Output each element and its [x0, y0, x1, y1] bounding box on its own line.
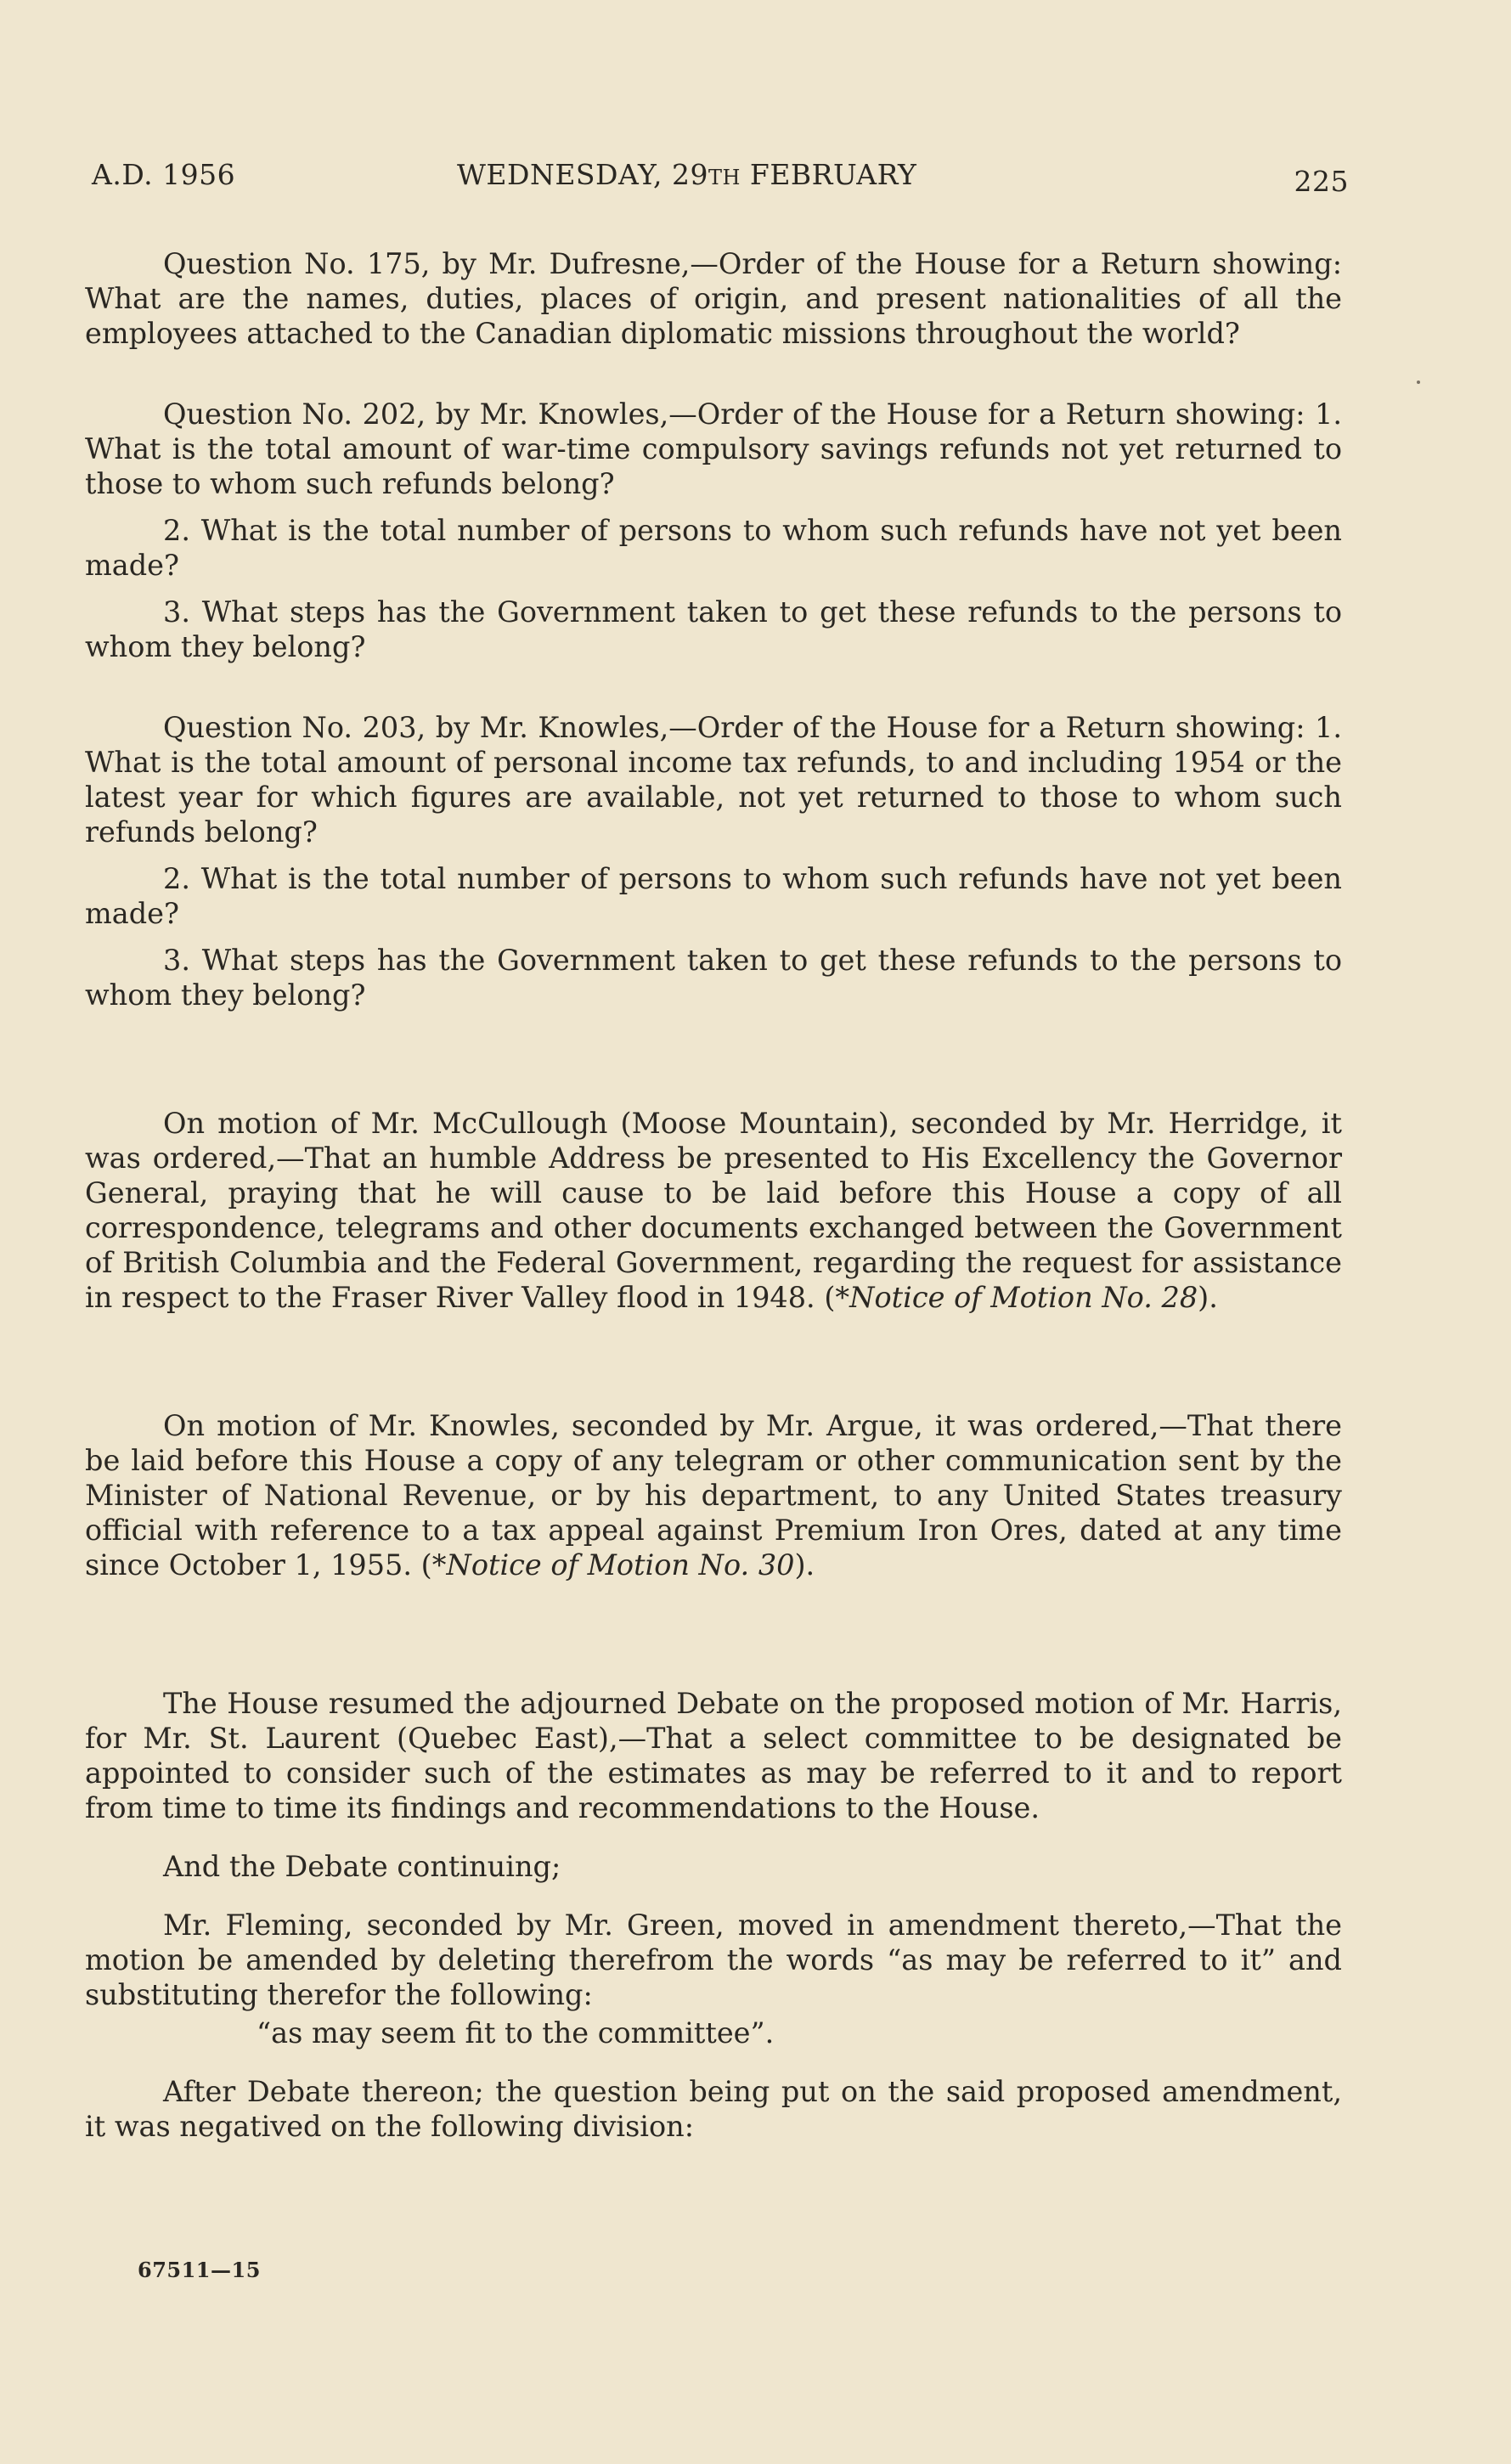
- header-date-suffix: TH: [708, 166, 741, 189]
- print-code: 67511—15: [138, 2258, 261, 2282]
- question-175-paragraph: Question No. 175, by Mr. Dufresne,—Order of the House for a Return showing: What are the names, duties, places of origin, and present nationalities of all the employees attached to the Canadian diplomatic missions throughout the world?: [85, 247, 1342, 350]
- page-header: [92, 158, 1349, 200]
- debate-continuing-paragraph: And the Debate continuing;: [163, 1850, 561, 1883]
- motion-knowles-paragraph: [85, 1408, 1342, 1582]
- header-date-month: FEBRUARY: [740, 158, 917, 191]
- motion-knowles-tail: ).: [794, 1548, 815, 1582]
- division-paragraph: After Debate thereon; the question being put on the said proposed amendment, it was negatived on the following division:: [85, 2075, 1342, 2143]
- page-body: [85, 246, 1342, 2144]
- question-203-paragraph: Question No. 203, by Mr. Knowles,—Order of the House for a Return showing: 1. What is the total amount of personal income tax refunds, to and including 1954 or the latest year for which figures are available, not yet returned to those to whom such refunds belong?: [85, 711, 1342, 849]
- header-date: [457, 158, 916, 191]
- amendment-paragraph: Mr. Fleming, seconded by Mr. Green, moved in amendment thereto,—That the motion be amended by deleting therefrom the words “as may be referred to it” and substituting therefor the following:: [85, 1909, 1342, 2011]
- amendment-quote: “as may seem fit to the committee”.: [257, 2016, 775, 2050]
- motion-mccullough-notice: *Notice of Motion No. 28: [835, 1281, 1198, 1314]
- header-date-prefix: WEDNESDAY, 29: [457, 158, 708, 191]
- motion-mccullough-tail: ).: [1198, 1281, 1218, 1314]
- motion-mccullough-paragraph: [85, 1106, 1342, 1315]
- debate-resumed-paragraph: The House resumed the adjourned Debate on the proposed motion of Mr. Harris, for Mr. St. Laurent (Quebec East),—That a select committee to be designated be appointed to consider such of the estimates as may be referred to it and to report from time to time its findings and recommendations to the House.: [85, 1687, 1342, 1824]
- header-year: A.D. 1956: [92, 158, 236, 191]
- paper-speck: [1417, 381, 1420, 384]
- question-203-item-3: 3. What steps has the Government taken to get these refunds to the persons to whom they belong?: [85, 944, 1342, 1012]
- page-number: 225: [1294, 165, 1349, 198]
- motion-mccullough-text: On motion of Mr. McCullough (Moose Mountain), seconded by Mr. Herridge, it was ordered,—That an humble Address be presented to His Excellency the Governor General, praying that he will cause to be laid before this House a copy of all correspondence, telegrams and other documents exchanged between the Government of British Columbia and the Federal Government, regarding the request for assistance in respect to the Fraser River Valley flood in 1948. (: [85, 1107, 1342, 1314]
- motion-knowles-text: On motion of Mr. Knowles, seconded by Mr. Argue, it was ordered,—That there be laid before this House a copy of any telegram or other communication sent by the Minister of National Revenue, or by his department, to any United States treasury official with reference to a tax appeal against Premium Iron Ores, dated at any time since October 1, 1955. (: [85, 1409, 1342, 1582]
- question-202-item-2: 2. What is the total number of persons to whom such refunds have not yet been made?: [85, 514, 1342, 582]
- question-202-paragraph: Question No. 202, by Mr. Knowles,—Order of the House for a Return showing: 1. What is the total amount of war-time compulsory savings refunds not yet returned to those to whom such refunds belong?: [85, 398, 1342, 500]
- motion-knowles-notice: *Notice of Motion No. 30: [431, 1548, 795, 1582]
- question-202-item-3: 3. What steps has the Government taken to get these refunds to the persons to whom they belong?: [85, 595, 1342, 663]
- question-203-item-2: 2. What is the total number of persons to whom such refunds have not yet been made?: [85, 862, 1342, 930]
